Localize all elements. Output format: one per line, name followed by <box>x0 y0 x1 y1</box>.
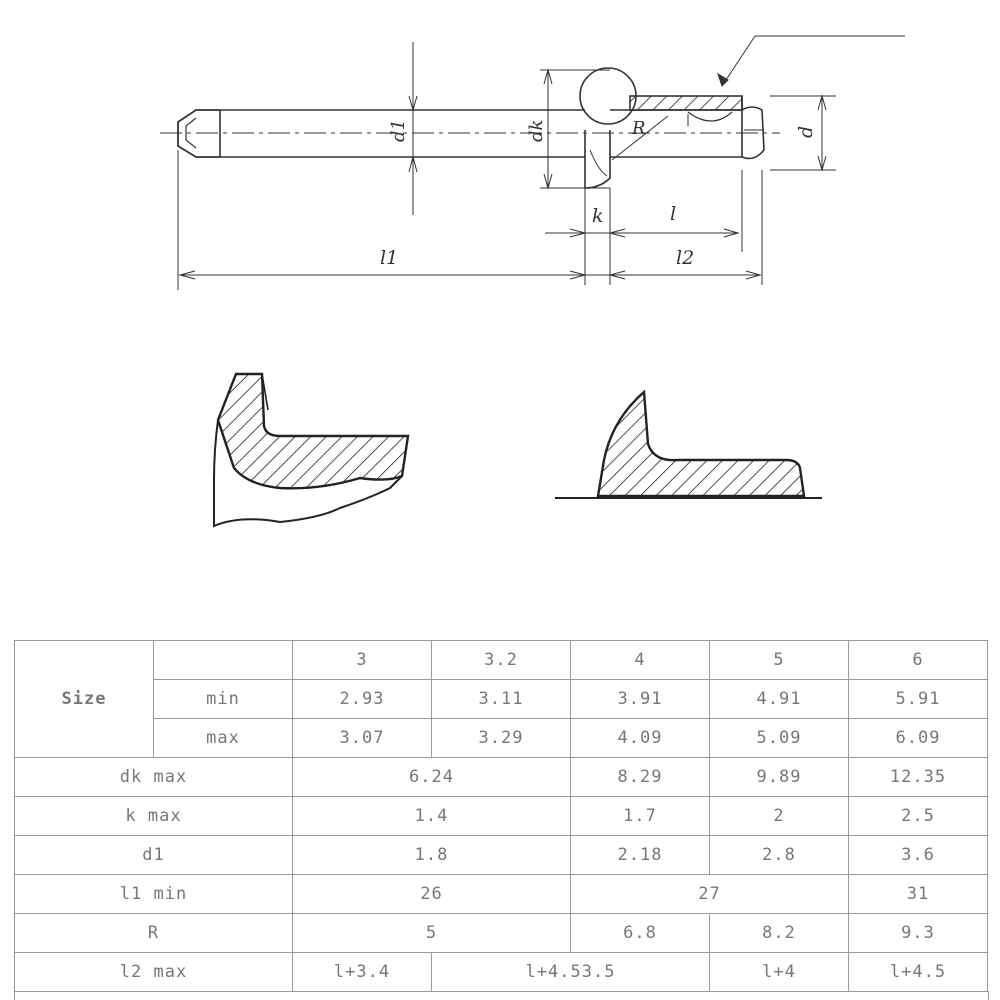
min-label: min <box>154 680 293 719</box>
label-k: k <box>592 205 604 227</box>
max-value: 3.07 <box>293 719 432 758</box>
row-label-l2: l2 max <box>15 953 293 992</box>
label-R: R <box>632 118 646 139</box>
table-cell: 2.8 <box>710 836 849 875</box>
table-cell: 3.6 <box>849 836 988 875</box>
head-section-detail-right <box>555 392 822 498</box>
table-cell: 5 <box>293 914 571 953</box>
label-d1: d1 <box>388 119 409 142</box>
table-bottom-edge <box>14 991 989 1000</box>
table-cell: 1.7 <box>571 797 710 836</box>
min-value: 5.91 <box>849 680 988 719</box>
table-row <box>15 680 988 719</box>
table-cell: l+4.53.5 <box>432 953 710 992</box>
table-cell: 9.3 <box>849 914 988 953</box>
table-cell: 8.29 <box>571 758 710 797</box>
table-row <box>15 953 988 992</box>
table-cell: 1.4 <box>293 797 571 836</box>
table-cell: 9.89 <box>710 758 849 797</box>
size-value: 6 <box>849 641 988 680</box>
table-cell: 27 <box>571 875 849 914</box>
table-row <box>15 719 988 758</box>
max-value: 4.09 <box>571 719 710 758</box>
min-value: 2.93 <box>293 680 432 719</box>
max-value: 3.29 <box>432 719 571 758</box>
label-dk: dk <box>526 119 547 142</box>
table-cell: 31 <box>849 875 988 914</box>
table-cell: 2 <box>710 797 849 836</box>
max-label: max <box>154 719 293 758</box>
row-label-d1: d1 <box>15 836 293 875</box>
min-value: 3.11 <box>432 680 571 719</box>
table-cell-empty <box>154 641 293 680</box>
label-l1: l1 <box>380 247 399 269</box>
size-value: 3 <box>293 641 432 680</box>
row-label-R: R <box>15 914 293 953</box>
table-cell: 6.24 <box>293 758 571 797</box>
table-cell: 26 <box>293 875 571 914</box>
label-d: d <box>795 125 817 138</box>
table-row <box>15 758 988 797</box>
row-label-dk: dk max <box>15 758 293 797</box>
table-row <box>15 914 988 953</box>
max-value: 6.09 <box>849 719 988 758</box>
table-row <box>15 797 988 836</box>
row-label-l1: l1 min <box>15 875 293 914</box>
table-cell: 6.8 <box>571 914 710 953</box>
dimension-table <box>14 640 988 992</box>
rivet-elevation-view <box>160 36 905 290</box>
table-cell: 8.2 <box>710 914 849 953</box>
max-value: 5.09 <box>710 719 849 758</box>
table-row <box>15 641 988 680</box>
size-value: 4 <box>571 641 710 680</box>
table-cell: 2.18 <box>571 836 710 875</box>
table-cell: 12.35 <box>849 758 988 797</box>
label-l2: l2 <box>676 247 695 269</box>
table-cell: l+4.5 <box>849 953 988 992</box>
head-section-detail-left <box>214 374 408 526</box>
row-label-k: k max <box>15 797 293 836</box>
min-value: 3.91 <box>571 680 710 719</box>
table-cell: 1.8 <box>293 836 571 875</box>
size-value: 5 <box>710 641 849 680</box>
size-value: 3.2 <box>432 641 571 680</box>
table-cell: l+3.4 <box>293 953 432 992</box>
table-row <box>15 836 988 875</box>
table-cell: 2.5 <box>849 797 988 836</box>
table-row <box>15 875 988 914</box>
size-label: Size <box>15 641 154 758</box>
label-l: l <box>670 203 677 225</box>
min-value: 4.91 <box>710 680 849 719</box>
table-cell: l+4 <box>710 953 849 992</box>
